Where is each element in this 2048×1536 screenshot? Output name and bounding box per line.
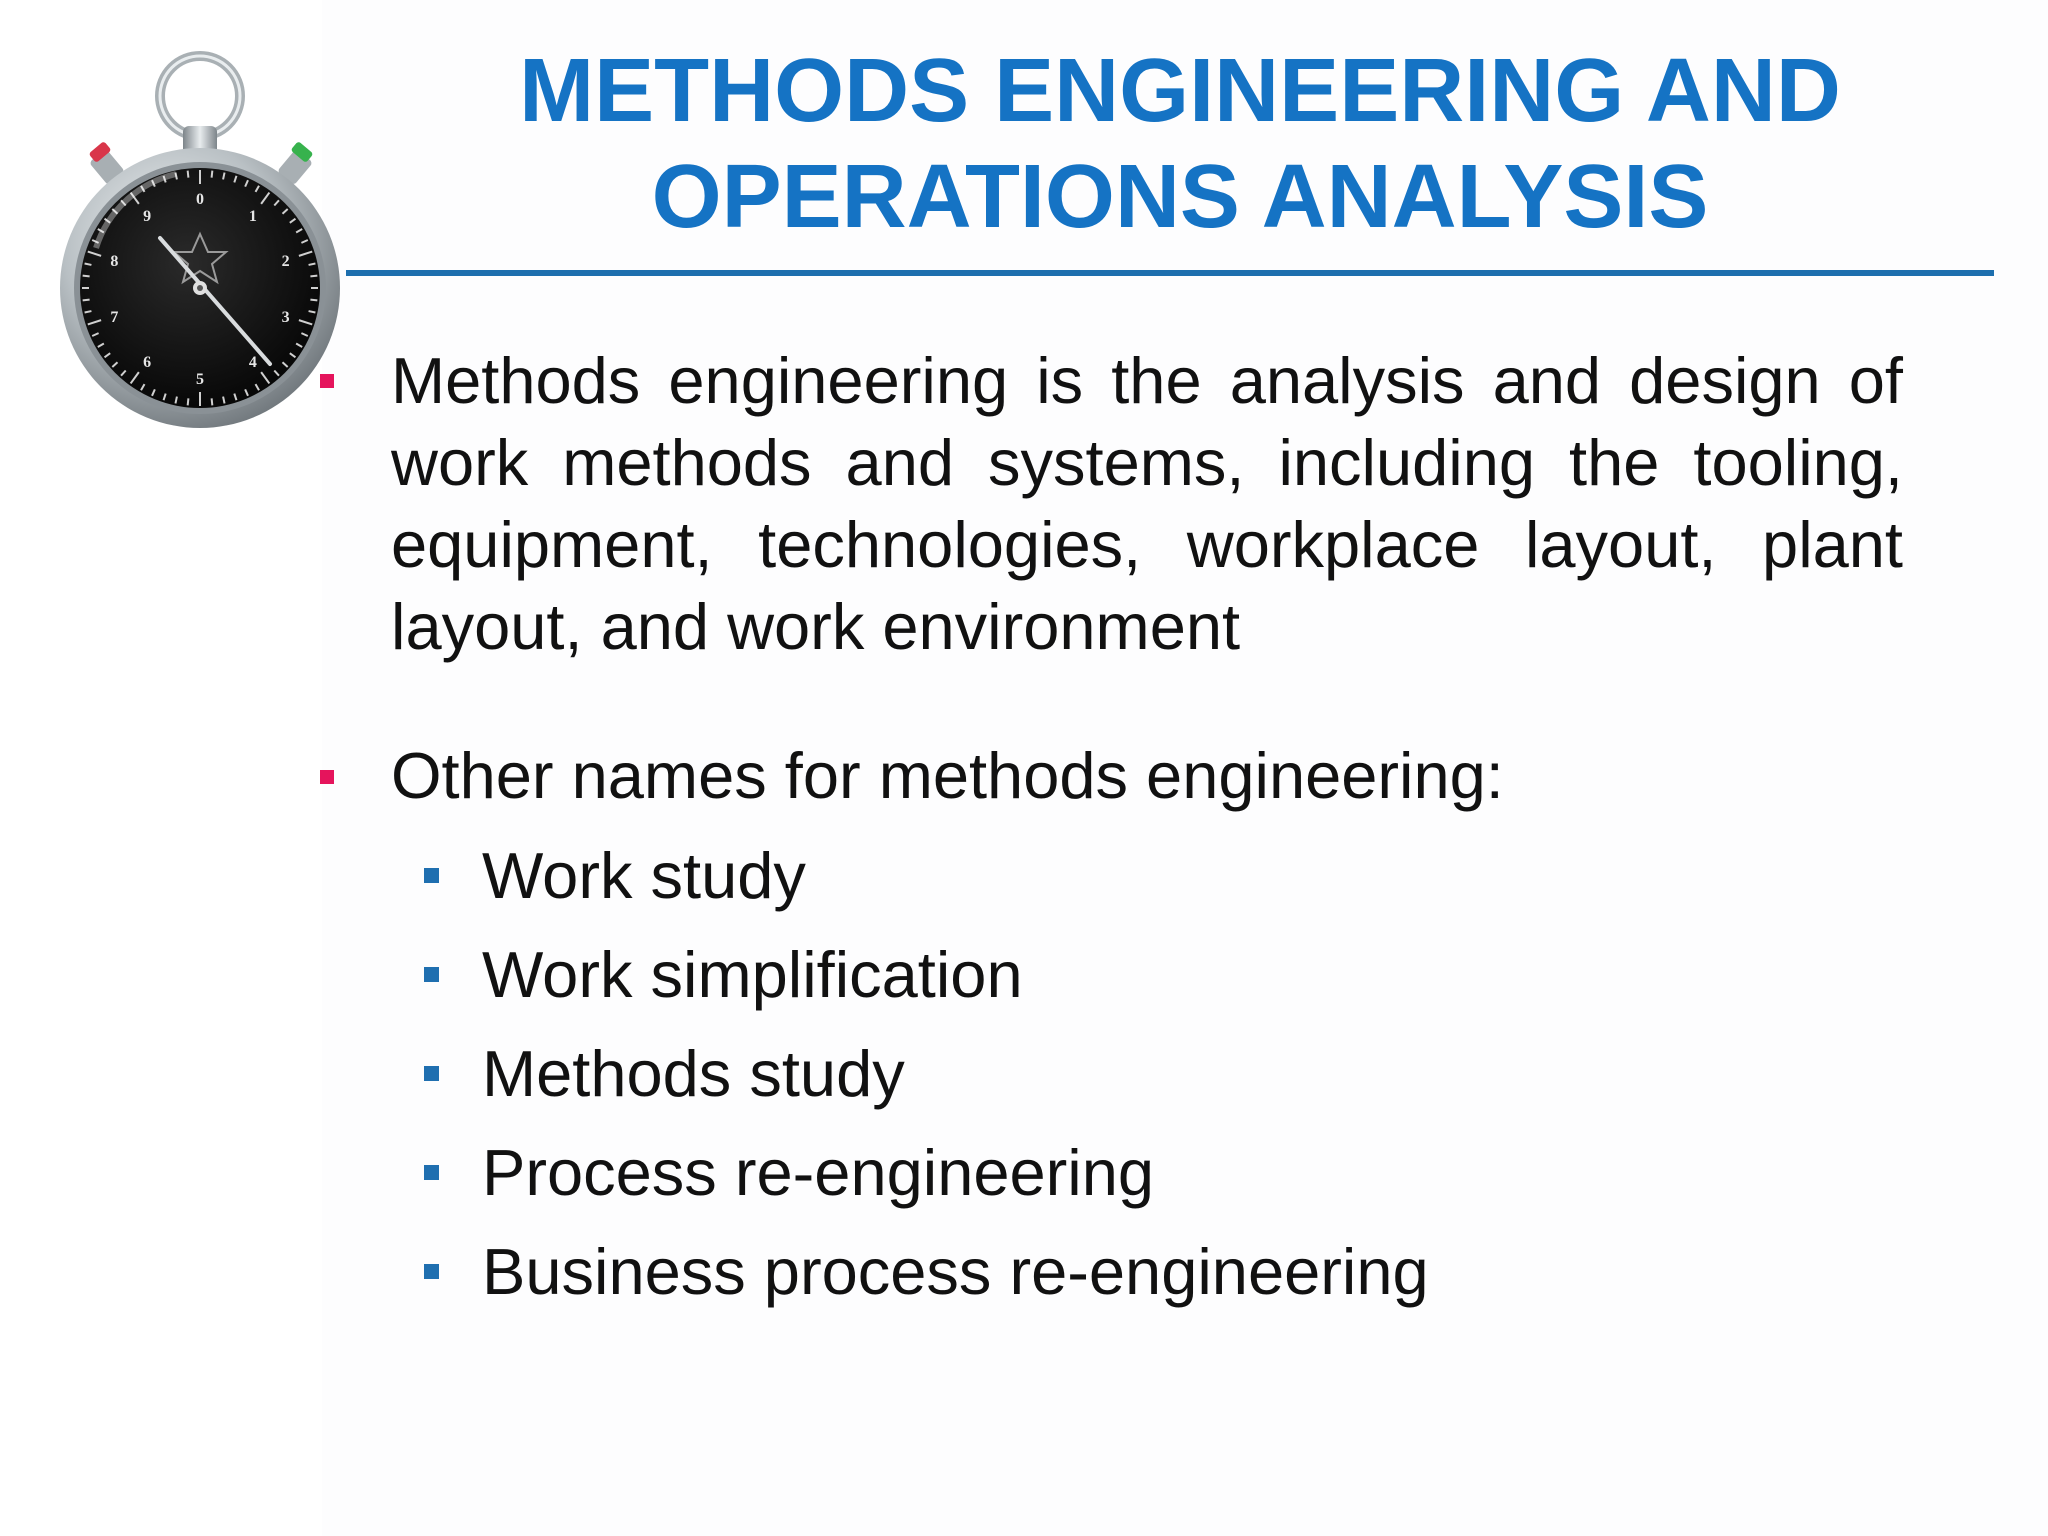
square-bullet-magenta [320, 374, 334, 388]
dial-tick [188, 171, 189, 178]
square-bullet-blue [424, 1264, 439, 1279]
title-divider [346, 270, 1994, 276]
sub-item-business-process-reengineering: Business process re-engineering [482, 1235, 1429, 1308]
dial-number: 7 [110, 308, 119, 326]
stopwatch-icon [56, 48, 356, 438]
dial-tick [309, 263, 316, 264]
dial-tick [309, 311, 316, 312]
dial-tick [212, 398, 213, 405]
square-bullet-blue [424, 967, 439, 982]
dial-number: 1 [248, 208, 257, 226]
slide-title [450, 38, 1910, 250]
square-bullet-blue [424, 1066, 439, 1081]
dial-tick [212, 171, 213, 178]
dial-number: 4 [248, 353, 257, 371]
sub-item-process-reengineering: Process re-engineering [482, 1136, 1155, 1209]
dial-tick [85, 311, 92, 312]
dial-tick [188, 398, 189, 405]
bullet-other-names-text: Other names for methods engineering: [391, 739, 1504, 812]
dial-number: 0 [196, 191, 204, 208]
sub-item-methods-study: Methods study [482, 1037, 905, 1110]
dial-tick [310, 276, 317, 277]
dial-tick [223, 397, 224, 404]
dial-tick [310, 300, 317, 301]
sub-item-work-simplification: Work simplification [482, 938, 1023, 1011]
square-bullet-blue [424, 1165, 439, 1180]
dial-tick [83, 300, 90, 301]
dial-number: 5 [196, 371, 204, 388]
dial-number: 8 [110, 253, 119, 271]
square-bullet-magenta [320, 770, 334, 784]
dial-tick [85, 263, 92, 264]
title-line-2: OPERATIONS ANALYSIS [651, 147, 1709, 247]
bullet-definition-text: Methods engineering is the analysis and design of work methods and systems, including the tooling, equipment, technologies, workplace layout, plant layout, and work environment [391, 344, 1903, 663]
dial-tick [83, 276, 90, 277]
dial-tick [175, 397, 176, 404]
dial-tick [223, 173, 224, 180]
dial-number: 9 [143, 208, 152, 226]
square-bullet-blue [424, 868, 439, 883]
dial-number: 6 [143, 353, 152, 371]
title-line-1: METHODS ENGINEERING AND [519, 41, 1841, 141]
dial-number: 2 [281, 253, 290, 271]
sub-item-work-study: Work study [482, 839, 806, 912]
dial-number: 3 [281, 308, 290, 326]
